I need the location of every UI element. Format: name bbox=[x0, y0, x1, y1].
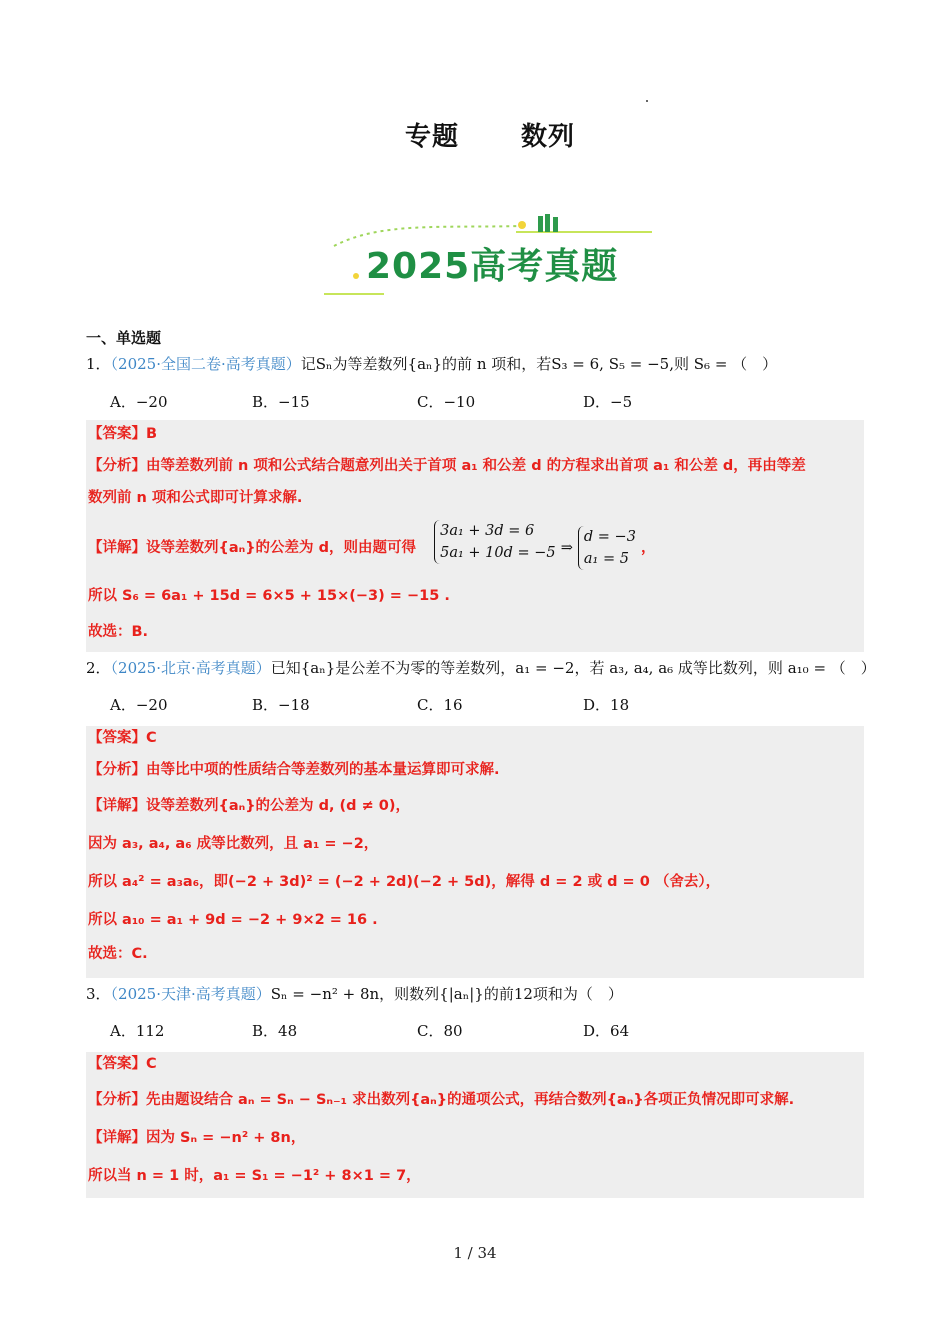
q3-source: （2025·天津·高考真题） bbox=[110, 985, 271, 1003]
banner-small-dot bbox=[353, 273, 359, 279]
q1-sol-1: d = −3 bbox=[583, 529, 636, 545]
q3-line-a: 所以当 n = 1 时，a₁ = S₁ = −1² + 8×1 = 7， bbox=[88, 1168, 421, 1184]
q1-final: 故选：B. bbox=[88, 624, 149, 640]
q3-option-a: A．112 bbox=[110, 1022, 165, 1040]
q2-line-c: 所以 a₁₀ = a₁ + 9d = −2 + 9×2 = 16 . bbox=[88, 912, 378, 928]
q1-eq-1: 3a₁ + 3d = 6 bbox=[440, 523, 535, 539]
banner-title: 2025高考真题 bbox=[366, 246, 619, 287]
q2-solution-box bbox=[86, 726, 864, 978]
q2-analysis: 【分析】由等比中项的性质结合等差数列的基本量运算即可求解. bbox=[88, 762, 500, 778]
q3-number: 3． bbox=[86, 985, 111, 1003]
page-title bbox=[0, 116, 950, 153]
q3-detail: 【详解】因为 Sₙ = −n² + 8n， bbox=[88, 1130, 306, 1146]
q2-detail: 【详解】设等差数列{aₙ}的公差为 d, (d ≠ 0)， bbox=[88, 798, 410, 814]
q3-option-b: B．48 bbox=[252, 1022, 298, 1040]
question-2 bbox=[86, 658, 876, 678]
q1-solution-system bbox=[578, 526, 636, 570]
q1-option-d: D．−5 bbox=[583, 393, 633, 411]
q3-analysis: 【分析】先由题设结合 aₙ = Sₙ − Sₙ₋₁ 求出数列{aₙ}的通项公式，再结合数列{aₙ}各项正负情况即可求解. bbox=[88, 1092, 795, 1108]
q1-sum-line: 所以 S₆ = 6a₁ + 15d = 6×5 + 15×(−3) = −15 . bbox=[88, 588, 450, 604]
q1-stem: 记Sₙ为等差数列{aₙ}的前 n 项和，若S₃ = 6, S₅ = −5,则 S₆ = （ ） bbox=[300, 355, 778, 373]
q2-option-d: D．18 bbox=[583, 696, 630, 714]
book-icon bbox=[538, 216, 543, 232]
question-3 bbox=[86, 984, 623, 1004]
q1-answer: 【答案】B bbox=[88, 426, 158, 442]
exam-banner bbox=[320, 208, 660, 300]
q1-source: （2025·全国二卷·高考真题） bbox=[110, 355, 301, 373]
q1-options bbox=[86, 391, 864, 411]
q2-source: （2025·北京·高考真题） bbox=[110, 659, 271, 677]
q1-option-b: B．−15 bbox=[252, 393, 310, 411]
q1-detail-label: 【详解】设等差数列{aₙ}的公差为 d，则由题可得 bbox=[88, 540, 416, 556]
q1-option-c: C．−10 bbox=[417, 393, 476, 411]
q1-eq-2: 5a₁ + 10d = −5 bbox=[440, 545, 556, 561]
title-subject: 数列 bbox=[521, 122, 576, 152]
q2-stem: 已知{aₙ}是公差不为零的等差数列，a₁ = −2，若 a₃, a₄, a₆ 成等比数列，则 a₁₀ = （ ） bbox=[270, 659, 876, 677]
q1-comma: ， bbox=[641, 540, 656, 556]
q2-line-b: 所以 a₄² = a₃a₆，即(−2 + 3d)² = (−2 + 2d)(−2 + 5d)，解得 d = 2 或 d = 0 （舍去）， bbox=[88, 874, 721, 890]
q2-option-a: A．−20 bbox=[110, 696, 168, 714]
q2-number: 2． bbox=[86, 659, 111, 677]
q3-answer: 【答案】C bbox=[88, 1056, 157, 1072]
q1-analysis-line1: 【分析】由等差数列前 n 项和公式结合题意列出关于首项 a₁ 和公差 d 的方程求出首项 a₁ 和公差 d，再由等差 bbox=[88, 458, 806, 474]
q1-solution-box bbox=[86, 420, 864, 652]
q3-options bbox=[86, 1020, 864, 1040]
q2-answer: 【答案】C bbox=[88, 730, 157, 746]
q1-sol-2: a₁ = 5 bbox=[583, 551, 629, 567]
banner-dot bbox=[518, 221, 526, 229]
q1-equation-system bbox=[434, 520, 556, 564]
q3-solution-box bbox=[86, 1052, 864, 1198]
q2-option-b: B．−18 bbox=[252, 696, 310, 714]
page-dot bbox=[646, 100, 648, 102]
q2-line-a: 因为 a₃, a₄, a₆ 成等比数列，且 a₁ = −2， bbox=[88, 836, 379, 852]
title-topic: 专题 bbox=[404, 122, 459, 152]
q1-number: 1． bbox=[86, 355, 111, 373]
q2-option-c: C．16 bbox=[417, 696, 463, 714]
page-number: 1 / 34 bbox=[453, 1244, 497, 1262]
q1-detail bbox=[88, 523, 656, 570]
q2-options bbox=[86, 694, 864, 714]
q3-stem: Sₙ = −n² + 8n，则数列{|aₙ|}的前12项和为（ ） bbox=[270, 985, 623, 1003]
question-1 bbox=[86, 354, 777, 374]
q3-option-d: D．64 bbox=[583, 1022, 630, 1040]
q2-final: 故选：C. bbox=[88, 946, 148, 962]
section-heading: 一、单选题 bbox=[86, 329, 162, 347]
q3-option-c: C．80 bbox=[417, 1022, 463, 1040]
q1-analysis-line2: 数列前 n 项和公式即可计算求解. bbox=[88, 490, 303, 506]
q1-option-a: A．−20 bbox=[110, 393, 168, 411]
q1-implies: ⇒ bbox=[560, 540, 573, 556]
